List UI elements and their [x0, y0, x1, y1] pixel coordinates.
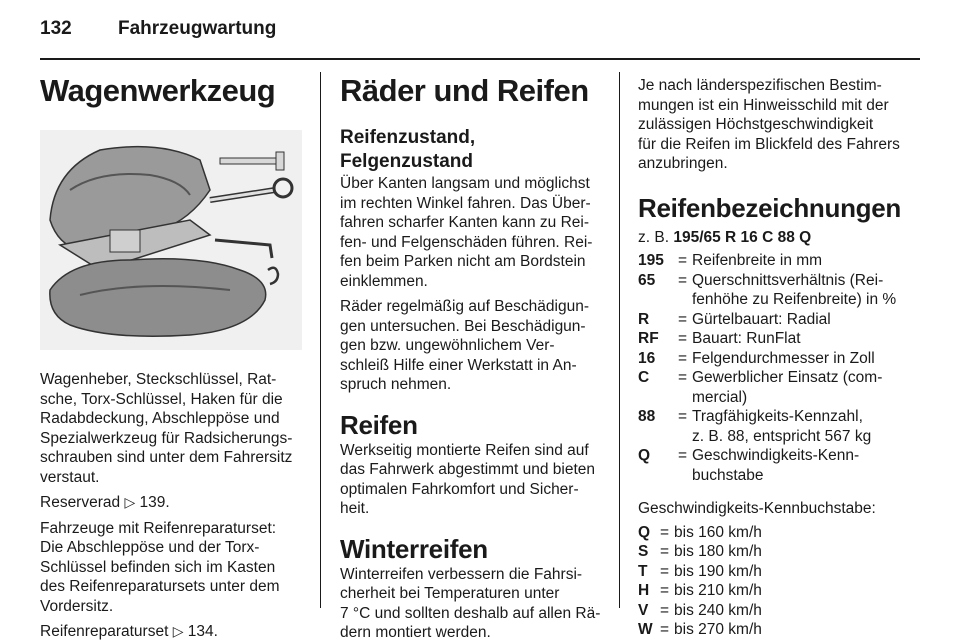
code-description — [692, 368, 900, 407]
text-line: cherheit bei Temperaturen unter — [340, 585, 560, 602]
text-line: Gürtelbauart: Radial — [692, 310, 831, 328]
paragraph — [340, 441, 602, 519]
text-line: fen- und Felgenschäden führen. Rei- — [340, 233, 593, 251]
text-line: Radabdeckung, Abschleppöse und — [40, 410, 280, 427]
text-line: Räder regelmäßig auf Beschädigun- — [340, 298, 589, 315]
text-line: fahren scharfer Kanten kann zu Rei- — [340, 214, 589, 231]
column-wagenwerkzeug — [40, 72, 302, 642]
equals-sign: = — [678, 271, 688, 289]
code-key: RF — [638, 330, 659, 347]
repair-kit-paragraph — [40, 519, 302, 617]
text-line: gen untersuchen. Bei Beschädigun- — [340, 317, 586, 335]
spare-wheel-paragraph — [40, 493, 302, 513]
equals-sign: = — [678, 369, 688, 386]
paragraph — [638, 76, 900, 174]
equals-sign: = — [660, 621, 670, 638]
tire-code-row — [638, 349, 900, 369]
section-heading: Reifen — [340, 409, 418, 440]
code-key: Q — [638, 447, 651, 464]
equals-sign: = — [678, 408, 688, 425]
text-line: im rechten Winkel fahren. Das Über- — [340, 194, 591, 212]
text-line: Felgendurchmesser in Zoll — [692, 349, 875, 367]
tire-code-row — [638, 271, 900, 310]
text-line: Querschnittsverhältnis (Rei- — [692, 271, 884, 289]
speed-limit: bis 210 km/h — [674, 582, 762, 599]
speed-code-row — [638, 542, 900, 562]
text-line: Reserverad — [40, 494, 121, 511]
text-line: verstaut. — [40, 468, 100, 486]
paragraph — [340, 565, 602, 642]
text-line: Je nach länderspezifischen Bestim- — [638, 77, 882, 94]
equals-sign: = — [678, 252, 688, 269]
text-line: Vordersitz. — [40, 597, 114, 615]
column-raeder-reifen — [340, 72, 602, 642]
arrow-ref-icon: ▷ — [172, 623, 184, 639]
text-line: Gewerblicher Einsatz (com- — [692, 369, 883, 386]
tire-code-example — [638, 228, 900, 248]
speed-code-list — [638, 523, 900, 640]
tire-code-row — [638, 251, 900, 271]
column-reifenbezeichnungen — [638, 72, 900, 640]
code-description — [692, 310, 900, 330]
text-line: des Reifenreparatursets unter dem — [40, 578, 280, 595]
text-line: mercial) — [692, 388, 748, 406]
paragraph — [340, 297, 602, 395]
code-key: 65 — [638, 271, 656, 289]
text-line: Reifenbreite in mm — [692, 252, 823, 269]
equals-sign: = — [660, 582, 670, 599]
speed-key: V — [638, 601, 649, 619]
code-key: R — [638, 310, 650, 328]
subsection-title: Reifenzustand, Felgenzustand — [340, 127, 476, 172]
text-line: dern montiert werden. — [340, 624, 491, 641]
tire-code-row — [638, 329, 900, 349]
equals-sign: = — [660, 562, 670, 580]
page-header — [40, 18, 920, 46]
column-divider — [619, 72, 620, 608]
text-line: fen beim Parken nicht am Bordstein — [340, 253, 586, 270]
page-reference-link[interactable]: 134. — [187, 623, 218, 640]
equals-sign: = — [660, 523, 670, 541]
code-description — [692, 271, 900, 310]
tire-code-list — [638, 251, 900, 485]
text-line: mungen ist ein Hinweisschild mit der — [638, 96, 889, 114]
speed-limit: bis 270 km/h — [674, 621, 762, 638]
tool-kit-drawing — [40, 130, 302, 350]
text-line: fenhöhe zu Reifenbreite) in % — [692, 291, 897, 308]
speed-heading: Geschwindigkeits-Kennbuchstabe: — [638, 500, 876, 517]
text-line: Fahrzeuge mit Reifenreparaturset: — [40, 519, 277, 537]
speed-limit: bis 240 km/h — [674, 601, 762, 619]
speed-limit: bis 190 km/h — [674, 562, 762, 580]
equals-sign: = — [678, 330, 688, 347]
text-line: sche, Torx-Schlüssel, Haken für die — [40, 390, 283, 408]
text-line: schrauben sind unter dem Fahrersitz — [40, 449, 293, 466]
section-heading: Winterreifen — [340, 533, 488, 564]
text-line: Die Abschleppöse und der Torx- — [40, 539, 260, 556]
code-description — [692, 446, 900, 485]
text-line: Werkseitig montierte Reifen sind auf — [340, 441, 589, 459]
speed-code-row — [638, 620, 900, 640]
tool-kit-illustration — [40, 130, 302, 350]
speed-limit: bis 160 km/h — [674, 523, 762, 541]
equals-sign: = — [660, 543, 670, 560]
example-prefix: z. B. — [638, 228, 670, 246]
text-line: anzubringen. — [638, 155, 728, 172]
caption-paragraph — [40, 370, 302, 487]
text-line: 7 °C und sollten deshalb auf allen Rä- — [340, 604, 601, 622]
code-key: C — [638, 369, 650, 386]
text-line: Spezialwerkzeug für Radsicherungs- — [40, 429, 293, 447]
section-heading: Reifenbezeichnungen — [638, 192, 901, 223]
text-line: Über Kanten langsam und möglichst — [340, 175, 590, 192]
equals-sign: = — [660, 601, 670, 619]
column-divider — [320, 72, 321, 608]
speed-key: W — [638, 621, 653, 638]
text-line: Bauart: RunFlat — [692, 330, 801, 347]
chapter-title: Fahrzeugwartung — [118, 18, 277, 39]
text-line: Geschwindigkeits-Kenn- — [692, 447, 860, 464]
text-line: Winterreifen verbessern die Fahrsi- — [340, 565, 583, 583]
text-line: Schlüssel befinden sich im Kasten — [40, 558, 276, 576]
code-description — [692, 407, 900, 446]
code-key: 16 — [638, 349, 656, 367]
code-description — [692, 251, 900, 271]
equals-sign: = — [678, 349, 688, 367]
header-rule — [40, 58, 920, 60]
code-key: 195 — [638, 252, 664, 269]
code-description — [692, 349, 900, 369]
speed-key: S — [638, 543, 649, 560]
text-line: optimalen Fahrkomfort und Sicher- — [340, 480, 579, 498]
code-key: 88 — [638, 408, 656, 425]
text-line: z. B. 88, entspricht 567 kg — [692, 427, 872, 445]
speed-key: Q — [638, 523, 651, 541]
text-line: schleiß Hilfe einer Werkstatt in An- — [340, 356, 577, 374]
repair-kit-ref-paragraph — [40, 622, 302, 642]
section-title: Räder und Reifen — [340, 73, 589, 108]
speed-key: T — [638, 562, 648, 580]
text-line: Reifenreparaturset — [40, 623, 169, 640]
text-line: heit. — [340, 500, 370, 517]
text-line: spruch nehmen. — [340, 376, 452, 393]
speed-code-row — [638, 523, 900, 543]
text-line: für die Reifen im Blickfeld des Fahrers — [638, 135, 900, 153]
arrow-ref-icon: ▷ — [124, 494, 136, 510]
text-line: buchstabe — [692, 466, 764, 484]
equals-sign: = — [678, 447, 688, 464]
page-reference-link[interactable]: 139. — [139, 494, 170, 511]
speed-code-row — [638, 562, 900, 582]
code-description — [692, 329, 900, 349]
paragraph — [340, 174, 602, 291]
text-line: das Fahrwerk abgestimmt und bieten — [340, 461, 596, 478]
speed-code-row — [638, 601, 900, 621]
speed-key: H — [638, 582, 650, 599]
text-line: Tragfähigkeits-Kennzahl, — [692, 408, 863, 425]
text-line: Wagenheber, Steckschlüssel, Rat- — [40, 371, 277, 388]
section-title: Wagenwerkzeug — [40, 73, 276, 108]
example-code: 195/65 R 16 C 88 Q — [673, 228, 812, 246]
equals-sign: = — [678, 310, 688, 328]
text-line: einklemmen. — [340, 272, 428, 290]
text-line: gen bzw. ungewöhnlichem Ver- — [340, 337, 555, 354]
page-number: 132 — [40, 18, 72, 39]
tire-code-row — [638, 310, 900, 330]
speed-code-row — [638, 581, 900, 601]
tire-code-row — [638, 368, 900, 407]
tire-code-row — [638, 446, 900, 485]
text-line: zulässigen Höchstgeschwindigkeit — [638, 116, 874, 133]
tire-code-row — [638, 407, 900, 446]
speed-limit: bis 180 km/h — [674, 543, 762, 560]
